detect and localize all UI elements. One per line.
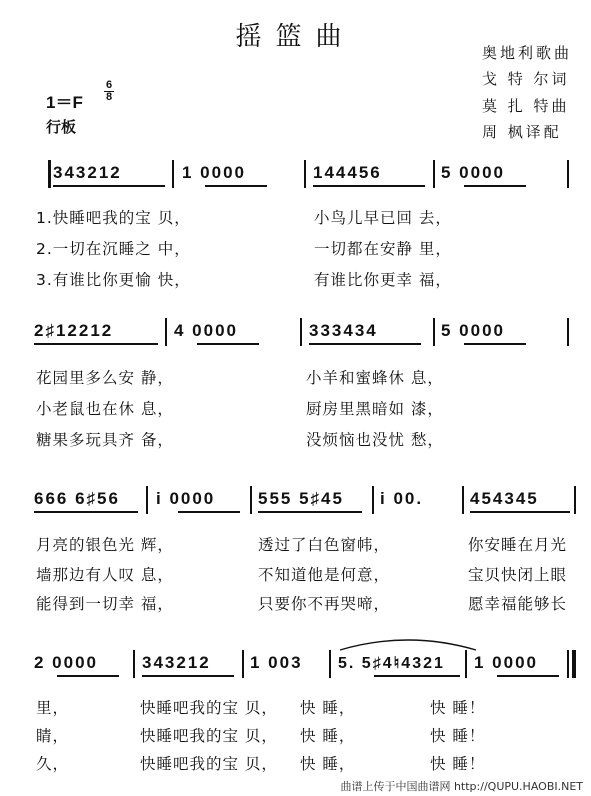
measure: 4 0000 — [174, 321, 238, 340]
measure: 1 003 — [250, 653, 303, 672]
staff-row-2 — [0, 318, 591, 346]
barline — [372, 486, 374, 514]
lyric-line: 小羊和蜜蜂休 息， — [306, 369, 444, 387]
lyric-line: 糖果多玩具齐 备， — [36, 431, 174, 449]
lyric-line: 没烦恼也没忧 愁， — [306, 431, 444, 449]
beam — [258, 511, 362, 513]
final-barline-thin — [567, 650, 569, 678]
lyric-line: 只要你不再哭啼， — [258, 595, 391, 613]
beam — [313, 185, 425, 187]
lyric-line: 愿幸福能够长 — [468, 595, 568, 613]
credit-composer: 莫 扎 特曲 — [482, 97, 570, 115]
lyric-line: 2.一切在沉睡之 中， — [36, 240, 191, 258]
barline — [146, 486, 148, 514]
lyric-line: 快睡吧我的宝 贝， — [140, 755, 278, 773]
lyric-line: 快 睡， — [300, 755, 356, 773]
barline — [172, 160, 174, 188]
song-title: 摇篮曲 — [235, 22, 356, 52]
measure: 2 0000 — [34, 653, 98, 672]
lyric-line: 墙那边有人叹 息， — [36, 566, 174, 584]
lyric-line: 一切都在安静 里， — [314, 240, 452, 258]
staff-row-4 — [0, 650, 591, 678]
barline — [165, 318, 167, 346]
beam — [178, 511, 240, 513]
measure: 5 0000 — [441, 321, 505, 340]
barline — [433, 160, 435, 188]
tempo-marking: 行板 — [46, 118, 77, 136]
barline — [433, 318, 435, 346]
lyric-line: 快睡吧我的宝 贝， — [140, 699, 278, 717]
measure: 555 5♯45 — [258, 489, 344, 508]
barline — [567, 160, 569, 188]
lyric-line: 3.有谁比你更愉 快， — [36, 271, 191, 289]
lyric-line: 快睡吧我的宝 贝， — [140, 727, 278, 745]
barline — [465, 650, 467, 678]
lyric-line: 久， — [36, 755, 70, 773]
staff-row-3 — [0, 486, 591, 514]
beam — [53, 185, 165, 187]
lyric-line: 快 睡！ — [430, 699, 486, 717]
lyric-line: 厨房里黑暗如 漆， — [306, 400, 444, 418]
lyric-line: 不知道他是何意， — [258, 566, 391, 584]
lyric-line: 能得到一切幸 福， — [36, 595, 174, 613]
measure: 1 0000 — [182, 163, 246, 182]
barline — [567, 318, 569, 346]
final-barline-thick — [572, 650, 576, 678]
measure: 1 0000 — [474, 653, 538, 672]
barline — [329, 650, 331, 678]
lyric-line: 里， — [36, 699, 70, 717]
beam — [197, 343, 259, 345]
measure: 343212 — [142, 653, 211, 672]
beam — [470, 511, 570, 513]
time-signature-top: 6 — [105, 79, 113, 91]
barline — [48, 160, 51, 188]
lyric-line: 你安睡在月光 — [468, 536, 568, 554]
barline — [574, 486, 576, 514]
lyric-line: 1.快睡吧我的宝 贝， — [36, 209, 191, 227]
barline — [133, 650, 135, 678]
measure: 5. 5♯4♮4321 — [338, 655, 445, 672]
slur — [338, 636, 478, 652]
measure: 666 6♯56 — [34, 489, 120, 508]
lyric-line: 透过了白色窗帏， — [258, 536, 391, 554]
barline — [242, 650, 244, 678]
beam — [309, 343, 421, 345]
staff-row-1 — [0, 160, 591, 188]
lyric-line: 花园里多么安 静， — [36, 369, 174, 387]
beam — [205, 185, 267, 187]
beam — [57, 675, 119, 677]
measure: 333434 — [309, 321, 378, 340]
beam — [464, 185, 526, 187]
beam — [464, 343, 526, 345]
beam — [34, 511, 138, 513]
measure: 5 0000 — [441, 163, 505, 182]
credit-lyricist: 戈 特 尔词 — [482, 70, 570, 88]
time-signature — [104, 80, 114, 103]
lyric-line: 快 睡！ — [430, 727, 486, 745]
credit-origin: 奥地利歌曲 — [482, 44, 573, 62]
measure: 144456 — [313, 163, 382, 182]
beam — [497, 675, 559, 677]
beam — [142, 675, 234, 677]
lyric-line: 有谁比你更幸 福， — [314, 271, 452, 289]
barline — [462, 486, 464, 514]
barline — [304, 160, 306, 188]
lyric-line: 小老鼠也在休 息， — [36, 400, 174, 418]
lyric-line: 宝贝快闭上眼 — [468, 566, 568, 584]
measure: 2♯12212 — [34, 321, 114, 340]
beam — [374, 675, 460, 677]
barline — [250, 486, 252, 514]
lyric-line: 月亮的银色光 辉， — [36, 536, 174, 554]
measure: i 00. — [380, 489, 424, 508]
key-signature: 1＝F — [46, 93, 83, 112]
lyric-line: 快 睡！ — [430, 755, 486, 773]
watermark-footer: 曲谱上传于中国曲谱网 http://QUPU.HAOBI.NET — [340, 780, 583, 793]
lyric-line: 小鸟儿早已回 去， — [314, 209, 452, 227]
lyric-line: 快 睡， — [300, 727, 356, 745]
time-signature-bottom: 8 — [105, 91, 113, 103]
lyric-line: 快 睡， — [300, 699, 356, 717]
measure: i 0000 — [156, 489, 216, 508]
beam — [34, 343, 158, 345]
credit-translator: 周 枫译配 — [482, 123, 562, 141]
measure: 343212 — [53, 163, 122, 182]
lyric-line: 睛， — [36, 727, 70, 745]
measure: 454345 — [470, 489, 539, 508]
barline — [300, 318, 302, 346]
